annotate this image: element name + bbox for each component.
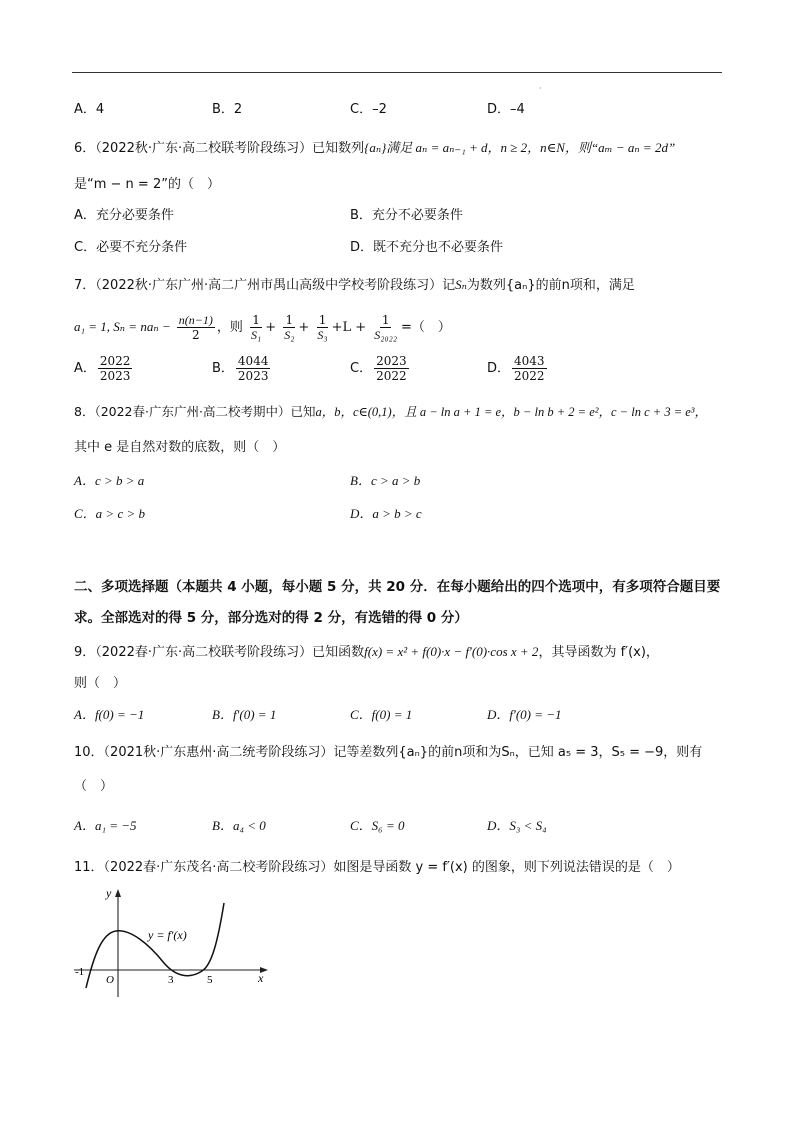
q10-stem-b: （ ）: [74, 779, 114, 794]
x-axis-label: x: [258, 971, 264, 985]
q8-stem-line1: [74, 403, 707, 421]
q7-option-d-num: 4043: [514, 354, 545, 368]
q7-option-c-label: C．: [350, 361, 373, 376]
q7-option-d: [487, 352, 549, 386]
q7-sum-dots: +L +: [331, 320, 367, 335]
q6-option-a: A．充分必要条件: [74, 208, 174, 223]
q7-option-c-den: 2022: [376, 369, 407, 383]
q6-option-c: C．必要不充分条件: [74, 240, 188, 255]
q8-option-b: B．c > a > b: [350, 473, 421, 488]
q8-stem-c: 其中 e 是自然对数的底数，则（ ）: [74, 440, 286, 455]
q6-option-d: D．既不充分也不必要条件: [350, 240, 504, 255]
q5-option-c: C．–2: [350, 102, 387, 117]
q7-sum-term-3: [315, 313, 329, 342]
q7-tail: =（ ）: [400, 320, 451, 335]
q7-sum-term-2-den: S₂: [284, 328, 295, 342]
q7-formula-a: a₁ = 1, Sₙ = naₙ −: [74, 319, 171, 334]
q10-option-c: C．S₆ = 0: [350, 818, 405, 833]
q7-option-a-den: 2023: [99, 369, 131, 383]
q6-seq: {aₙ}: [364, 140, 387, 155]
q9-stem-a: 9．（2022春·广东·高二校联考阶段练习）已知函数: [74, 645, 365, 660]
q7-sum-term-1: [249, 313, 263, 342]
q7-sum-term-2-num: 1: [285, 313, 294, 327]
q9-option-c: C．f(0) = 1: [350, 707, 413, 722]
q11-derivative-graph: [72, 885, 272, 1000]
q6-stem-a: 6．（2022秋·广东·高二校联考阶段练习）已知数列: [74, 141, 365, 156]
q7-option-c: [350, 352, 411, 386]
q8-stem-a: 8．（2022春·广东广州·高二校考期中）已知: [74, 404, 316, 419]
q9-option-b: B．f′(0) = 1: [212, 707, 277, 722]
y-axis-label: y: [106, 886, 112, 900]
q7-formula-line: a₁ = 1, Sₙ = naₙ − $\frac{n(n-1)}{2}$ ，则 $\frac{1}{\text{S₁}}$ + $\frac{1}{\text{S₂}}$ + $\frac{1}{\text{S₃}}$ +L + $\frac{1}{\text{S₂₀₂₂}}$ =（ ）: [74, 313, 451, 342]
q7-stem-a: 7．（2022秋·广东广州·高二广州市禺山高级中学校考阶段练习）记: [74, 278, 456, 293]
q7-option-d-frac: [512, 354, 547, 383]
curve-label: y = f′(x): [148, 928, 187, 942]
q8-option-c: C．a > c > b: [74, 506, 145, 521]
q9-func: f(x) = x² + f(0)·x − f′(0)·cos x + 2: [364, 644, 539, 659]
q8-option-d: D．a > b > c: [350, 506, 422, 521]
q7-sn: Sₙ: [455, 277, 467, 292]
q6-option-b: B．充分不必要条件: [350, 208, 463, 223]
q7-option-b-den: 2023: [237, 369, 269, 383]
header-rule: [72, 72, 722, 73]
q7-last-term-num: 1: [381, 313, 390, 327]
marker-dot: ·: [539, 84, 542, 93]
q7-formula-b: ，则: [216, 320, 243, 335]
tick-label-5: 5: [207, 974, 213, 986]
q7-sum-term-2: [282, 313, 296, 342]
tick-label-3: 3: [168, 974, 174, 986]
q8-vars: a，b，c∈(0,1): [315, 405, 392, 419]
q5-option-b: B．2: [212, 102, 243, 117]
q10-option-a: A．a₁ = −5: [74, 818, 137, 833]
q7-option-b-frac: [236, 354, 271, 383]
q9-stem-line1: [74, 643, 659, 662]
q10-stem-a: 10．（2021秋·广东惠州·高二统考阶段练习）记等差数列{aₙ}的前n项和为Sₙ，已知 a₅ = 3，S₅ = −9，则有: [74, 745, 703, 760]
q6-stem-c: 是“m − n = 2”的（ ）: [74, 177, 220, 192]
q7-last-term: [372, 313, 399, 342]
q7-stem-b: 为数列{aₙ}的前n项和，满足: [466, 278, 635, 293]
q7-option-c-frac: [374, 354, 409, 383]
q6-stem-line1: [74, 139, 675, 158]
q7-stem-line1: [74, 276, 635, 295]
q7-option-a: [74, 352, 134, 386]
q7-option-b-num: 4044: [237, 354, 269, 368]
q9-stem-b: ，其导函数为 f′(x)，: [538, 645, 659, 660]
q7-option-a-label: A．: [74, 361, 96, 376]
q7-option-d-label: D．: [487, 361, 511, 376]
q7-option-a-num: 2022: [99, 354, 131, 368]
section2-heading-line1: 二、多项选择题（本题共 4 小题，每小题 5 分，共 20 分．在每小题给出的四个选项中，有多项符合题目要: [74, 579, 721, 595]
q7-option-c-num: 2023: [376, 354, 407, 368]
q7-option-b-label: B．: [212, 361, 234, 376]
q6-stem-b: 满足 aₙ = aₙ₋₁ + d，n ≥ 2，n∈N，则“aₘ − aₙ = 2d”: [386, 140, 676, 155]
q7-option-b: [212, 352, 272, 386]
q7-last-term-den: S₂₀₂₂: [374, 328, 397, 342]
q7-formula-frac: [177, 313, 215, 342]
q7-formula-den: 2: [191, 328, 200, 342]
q9-option-d: D．f′(0) = −1: [487, 707, 562, 722]
tick-label-neg1: -1: [75, 966, 85, 978]
q7-sum-term-1-den: S₁: [251, 328, 262, 342]
q7-sum-term-3-den: S₃: [317, 328, 328, 342]
q8-stem-b: ，且 a − ln a + 1 = e，b − ln b + 2 = e²，c − ln c + 3 = e³，: [391, 405, 708, 419]
q9-option-a: A．f(0) = −1: [74, 707, 145, 722]
q5-option-a: A．4: [74, 102, 105, 117]
q7-sum-term-1-num: 1: [252, 313, 260, 327]
q10-option-d: D．S₃ < S₄: [487, 818, 547, 833]
section2-heading-line2: 求。全部选对的得 5 分，部分选对的得 2 分，有选错的得 0 分）: [74, 610, 468, 626]
q7-option-a-frac: [98, 354, 133, 383]
y-axis-arrow-icon: [115, 889, 121, 897]
q8-option-a: A．c > b > a: [74, 473, 145, 488]
q5-option-d: D．–4: [487, 102, 525, 117]
q7-option-d-den: 2022: [514, 369, 545, 383]
q7-formula-num: n(n−1): [178, 313, 213, 327]
q7-sum-term-3-num: 1: [318, 313, 327, 327]
tick-label-origin: O: [106, 974, 114, 986]
q9-stem-c: 则（ ）: [74, 676, 127, 691]
q10-option-b: B．a₄ < 0: [212, 818, 266, 833]
q11-stem: 11．（2022春·广东茂名·高二校考阶段练习）如图是导函数 y = f′(x) 的图象，则下列说法错误的是（ ）: [74, 860, 680, 875]
